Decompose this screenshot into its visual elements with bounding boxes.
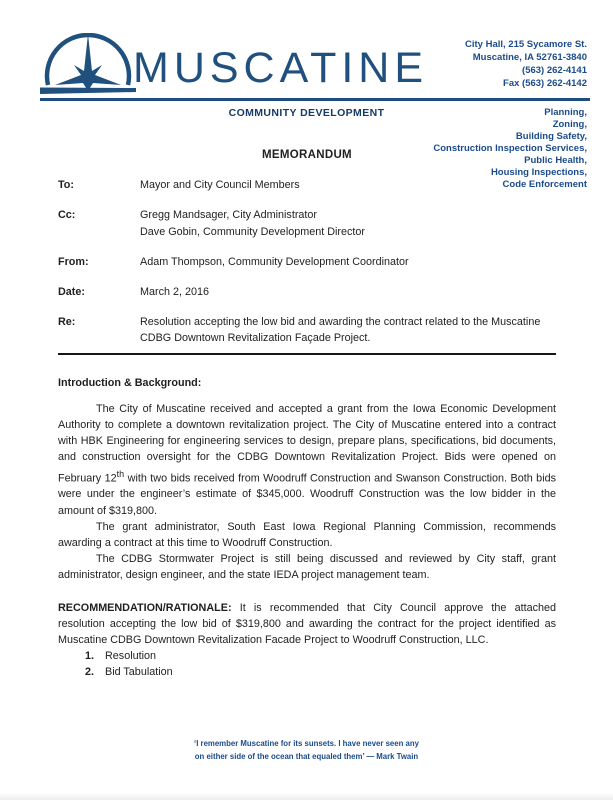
field-label-re: Re: [58, 316, 76, 329]
service-item: Planning, [544, 107, 587, 118]
body-paragraphs [58, 401, 556, 584]
field-row-re [58, 314, 556, 346]
service-item: Building Safety, [515, 131, 587, 142]
field-value-to: Mayor and City Council Members [140, 179, 300, 192]
field-row-date [58, 284, 556, 300]
paragraph-1-text: The City of Muscatine received and accepted a grant from the Iowa Economic Development Authority to complete a downtown revitalization project. The City of Muscatine entered into a contract with HBK Engineering for engineering services to design, prepare plans, specifications, bid documents, and construction oversight for the CDBG Downtown Revitalization Project. Bids were opened on February 12 [58, 402, 556, 485]
muscatine-sunburst-logo-icon [40, 33, 136, 97]
service-item: Public Health, [524, 155, 587, 166]
field-label-date: Date: [58, 286, 85, 299]
field-label-from: From: [58, 255, 89, 268]
contact-line-fax: Fax (563) 262-4142 [503, 78, 587, 89]
memo-body-divider-rule [58, 353, 556, 355]
ordinal-superscript: th [116, 468, 125, 479]
service-item: Zoning, [552, 119, 587, 130]
contact-block [465, 38, 587, 90]
paragraph-3: The CDBG Stormwater Project is still being discussed and reviewed by City staff, grant administrator, design engineer, and the state IEDA project management team. [58, 553, 556, 582]
attachment-row-2 [58, 664, 556, 680]
field-row-from [58, 254, 556, 270]
scan-shadow [0, 792, 613, 800]
field-value-re: Resolution accepting the low bid and awarding the contract related to the Muscatine CDBG Downtown Revitalization Façade Project. [140, 316, 541, 345]
recommendation-text: It is recommended that City Council approve the attached resolution accepting the low bid of $319,800 and awarding the contract for the project identified as Muscatine CDBG Downtown Revitalization Facade Project to Woodruff Construction, LLC. [58, 601, 556, 647]
memo-title: MEMORANDUM [262, 149, 352, 161]
city-wordmark: MUSCATINE [133, 44, 429, 92]
field-label-cc: Cc: [58, 209, 76, 222]
service-item: Housing Inspections, [490, 167, 587, 178]
footer-quote [0, 737, 613, 763]
attachment-row-1 [58, 648, 556, 664]
contact-line-phone: (563) 262-4141 [522, 65, 587, 76]
attachment-1-label: Resolution [105, 650, 157, 663]
cc-line-2: Dave Gobin, Community Development Director [140, 225, 366, 238]
field-row-to [58, 177, 556, 193]
memo-content [58, 147, 556, 681]
footer-quote-line-2: on either side of the ocean that equaled them’ — Mark Twain [194, 752, 419, 761]
field-label-to: To: [58, 179, 74, 192]
service-item: Code Enforcement [502, 179, 587, 190]
paragraph-1-text-cont: with two bids received from Woodruff Construction and Swanson Construction. Both bids were under the engineer’s estimate of $345,000. Woodruff Construction was the low bidder in the amount of $319,800. [58, 472, 556, 517]
attachment-2-number: 2. [85, 666, 95, 679]
field-value-from: Adam Thompson, Community Development Coordinator [140, 255, 409, 268]
attachment-1-number: 1. [85, 650, 95, 663]
footer-quote-line-1: ‘I remember Muscatine for its sunsets. I have never seen any [194, 739, 419, 748]
header-divider-rule [40, 98, 590, 101]
paragraph-1 [58, 401, 556, 519]
field-value-cc [140, 207, 556, 239]
contact-line-city: Muscatine, IA 52761-3840 [472, 52, 587, 63]
service-item: Construction Inspection Services, [433, 143, 587, 154]
cc-line-1: Gregg Mandsager, City Administrator [140, 209, 318, 222]
recommendation-paragraph [58, 600, 556, 649]
contact-line-address: City Hall, 215 Sycamore St. [465, 39, 587, 50]
field-value-date: March 2, 2016 [140, 286, 210, 299]
recommendation-label: RECOMMENDATION/RATIONALE: [58, 601, 232, 614]
field-row-cc [58, 207, 556, 239]
department-title: COMMUNITY DEVELOPMENT [228, 107, 385, 119]
intro-heading: Introduction & Background: [58, 376, 202, 389]
paragraph-2: The grant administrator, South East Iowa Regional Planning Commission, recommends awarding a contract at this time to Woodruff Construction. [58, 520, 556, 550]
attachment-2-label: Bid Tabulation [105, 666, 173, 679]
